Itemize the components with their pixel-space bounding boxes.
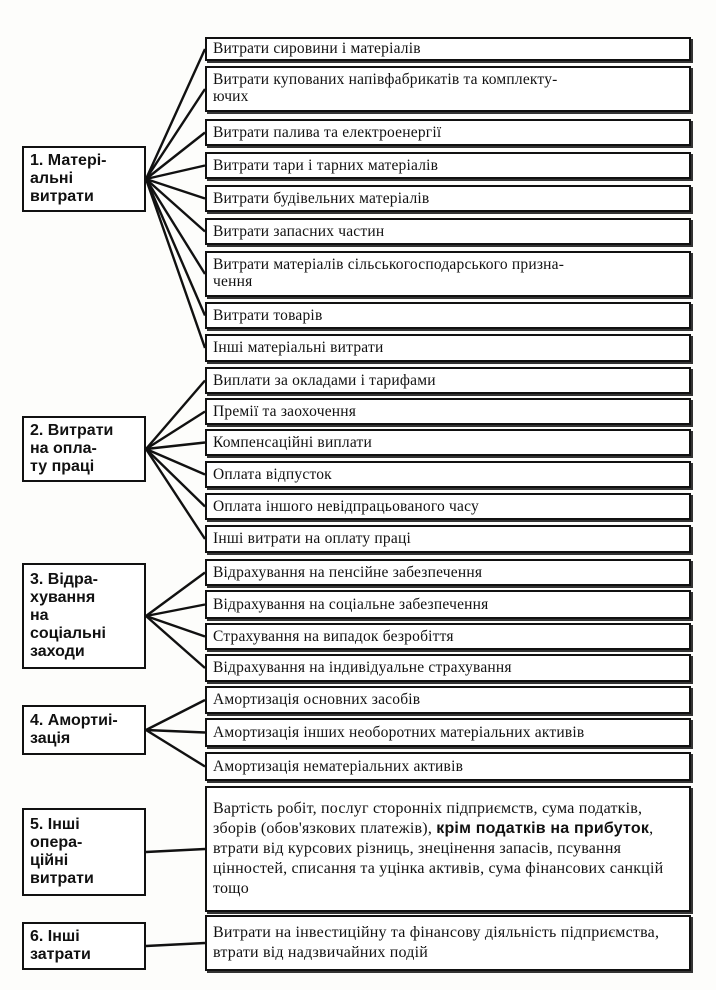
category-box-labor-costs: 2. Витрати на опла- ту праці (22, 416, 146, 482)
category-box-depreciation: 4. Амортиі- зація (22, 705, 146, 755)
item-intangible-depreciation: Амортизація нематеріальних активів (205, 752, 691, 781)
other-operating-text-start: Вартість робіт, послуг сторонніх підприємств, сума податків, зборів (обов'язкових платежів), (213, 800, 643, 837)
item-other-material: Інші матеріальні витрати (205, 334, 691, 362)
item-spare-parts: Витрати запасних частин (205, 218, 691, 245)
connector-line (146, 849, 205, 852)
item-semi-finished: Витрати купованих напівфабрикатів та комплекту- ючих (205, 66, 691, 112)
item-bonuses: Премії та заохочення (205, 398, 691, 425)
item-raw-materials: Витрати сировини і матеріалів (205, 37, 691, 61)
item-pension: Відрахування на пенсійне забезпечення (205, 559, 691, 586)
item-vacation-pay: Оплата відпусток (205, 461, 691, 488)
connector-line (146, 730, 205, 767)
connector-line (146, 179, 205, 274)
item-compensation: Компенсаційні виплати (205, 429, 691, 456)
item-fixed-assets-depreciation: Амортизація основних засобів (205, 686, 691, 714)
item-investment-financial: Витрати на інвестиційну та фінансову діяльність підприємства, втрати від надзвичайних подій (205, 915, 691, 971)
other-operating-text-end: , втрати від курсових різниць, знецінення запасів, псування цінностей, списання та уцінка активів, сума фінансових санкцій тощо (213, 820, 664, 897)
item-goods: Витрати товарів (205, 302, 691, 329)
connector-line (146, 89, 205, 179)
category-box-material-costs: 1. Матері- альні витрати (22, 146, 146, 212)
connector-line (146, 179, 205, 199)
item-other-operating-description (205, 786, 691, 912)
item-individual-insurance: Відрахування на індивідуальне страхування (205, 654, 691, 682)
category-box-other-operating: 5. Інші опера- ційні витрати (22, 808, 146, 896)
item-social-security: Відрахування на соціальне забезпечення (205, 590, 691, 619)
category-box-social-contributions: 3. Відра- хування на соціальні заходи (22, 563, 146, 669)
connector-line (146, 616, 205, 668)
item-building-materials: Витрати будівельних матеріалів (205, 185, 691, 212)
connector-line (146, 179, 205, 316)
item-salaries-tariffs: Виплати за окладами і тарифами (205, 367, 691, 394)
connector-line (146, 943, 205, 946)
connector-line (146, 700, 205, 730)
connector-line (146, 449, 205, 507)
item-other-labor: Інші витрати на оплату праці (205, 525, 691, 553)
connector-line (146, 381, 205, 450)
item-unworked-time: Оплата іншого невідпрацьованого часу (205, 493, 691, 520)
item-agricultural-materials: Витрати матеріалів сільськогосподарського призна- чення (205, 251, 691, 297)
item-unemployment: Страхування на випадок безробіття (205, 623, 691, 650)
connector-line (146, 730, 205, 733)
connector-line (146, 616, 205, 637)
item-packaging: Витрати тари і тарних матеріалів (205, 152, 691, 179)
item-non-current-assets-depreciation: Амортизація інших необоротних матеріальних активів (205, 718, 691, 747)
connector-line (146, 49, 205, 179)
category-box-other-expenses: 6. Інші затрати (22, 922, 146, 970)
item-fuel-energy: Витрати палива та електроенергії (205, 119, 691, 146)
other-operating-text-bold: крім податків на прибуток (436, 820, 650, 837)
